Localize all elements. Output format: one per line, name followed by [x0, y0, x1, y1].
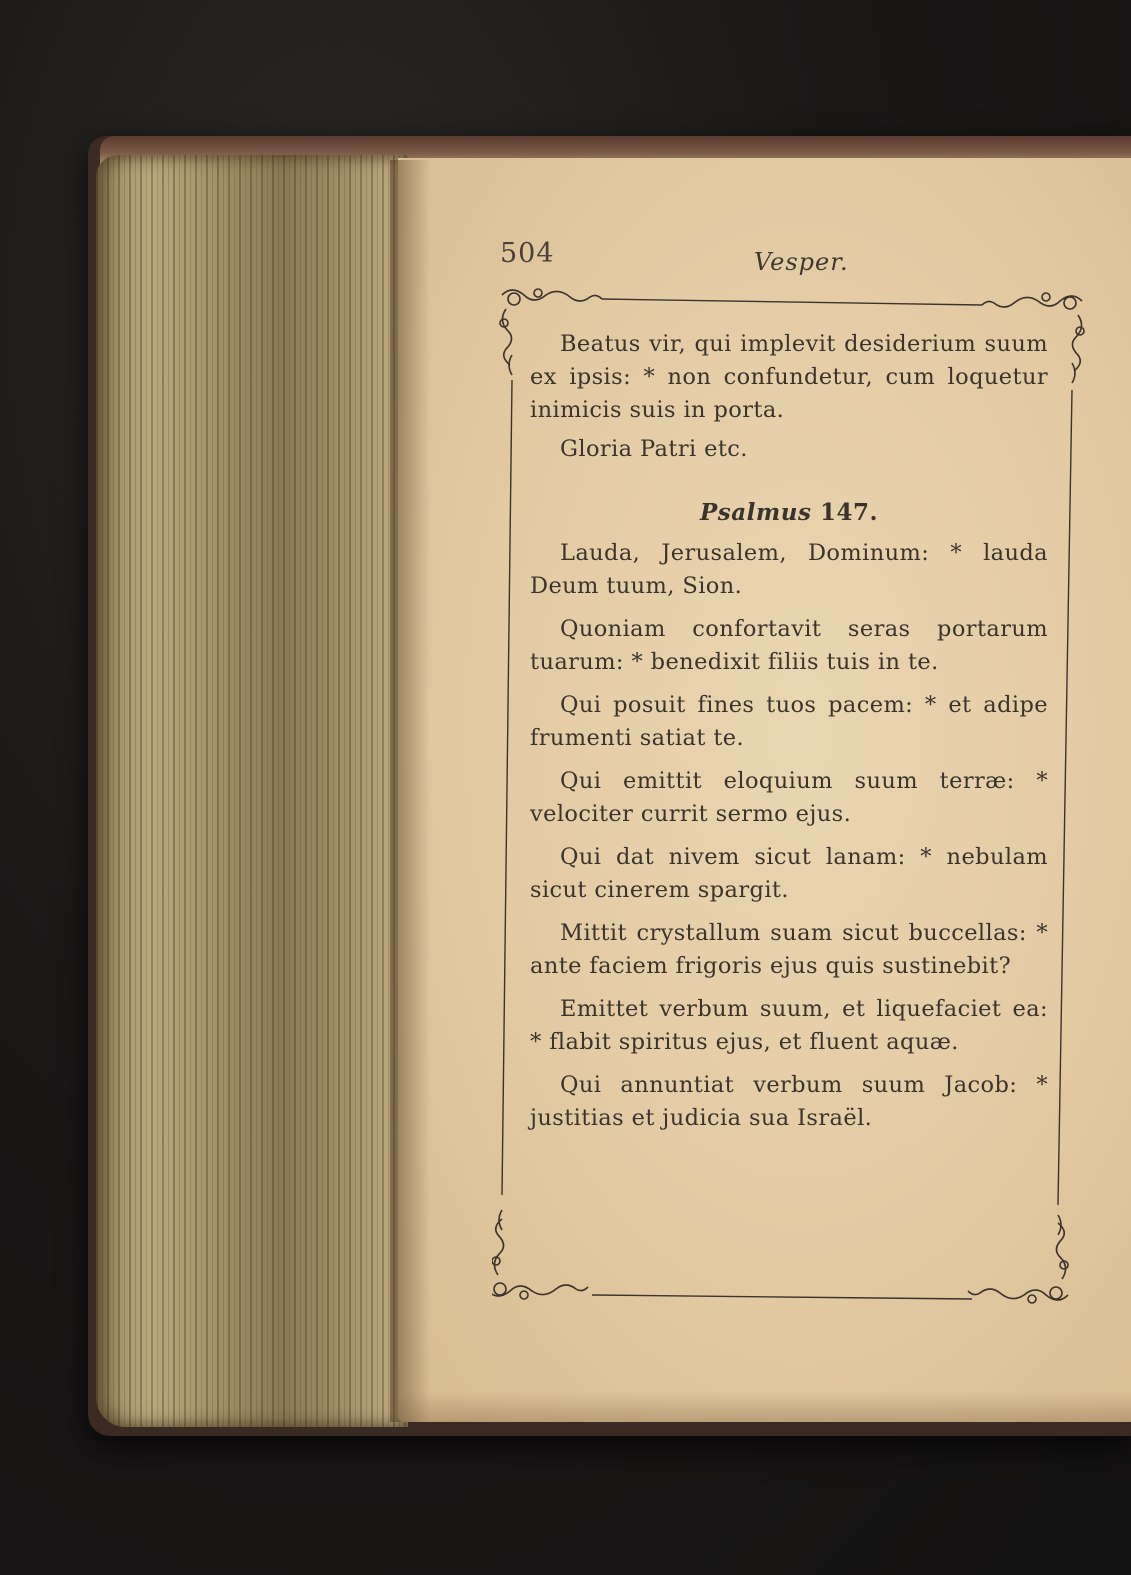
verse-beatus: Beatus vir, qui implevit desiderium suum ex ipsis: * non confundetur, cum loquetur inimicis suis in porta. — [530, 331, 1048, 423]
verse-7: Emittet verbum suum, et liquefaciet ea: * flabit spiritus ejus, et fluent aquæ. — [530, 996, 1048, 1055]
text-block — [530, 328, 1048, 1145]
verse-gloria: Gloria Patri etc. — [560, 436, 748, 462]
verse-2: Quoniam confortavit seras portarum tuarum: * benedixit filiis tuis in te. — [530, 616, 1048, 675]
psalm-heading-number: 147. — [819, 499, 878, 526]
running-head: Vesper. — [754, 248, 849, 276]
verse-3: Qui posuit fines tuos pacem: * et adipe frumenti satiat te. — [530, 692, 1048, 751]
verse-6: Mittit crystallum suam sicut buccellas: * ante faciem frigoris ejus quis sustinebit? — [530, 920, 1048, 979]
page-stack-fore-edge — [96, 155, 408, 1427]
psalm-heading — [530, 496, 1048, 529]
verse-4: Qui emittit eloquium suum terræ: * velociter currit sermo ejus. — [530, 768, 1048, 827]
verse-5: Qui dat nivem sicut lanam: * nebulam sicut cinerem spargit. — [530, 844, 1048, 903]
verse-8: Qui annuntiat verbum suum Jacob: * justitias et judicia sua Israël. — [530, 1072, 1048, 1131]
page-number: 504 — [500, 238, 555, 269]
page-bottom-shade — [398, 1392, 1131, 1422]
psalm-heading-word: Psalmus — [700, 499, 812, 526]
verse-1: Lauda, Jerusalem, Dominum: * lauda Deum tuum, Sion. — [530, 540, 1048, 599]
page-gutter-shadow — [390, 160, 430, 1422]
floral-corner-ornament-icon — [492, 1210, 588, 1299]
floral-corner-ornament-icon — [968, 1215, 1068, 1303]
